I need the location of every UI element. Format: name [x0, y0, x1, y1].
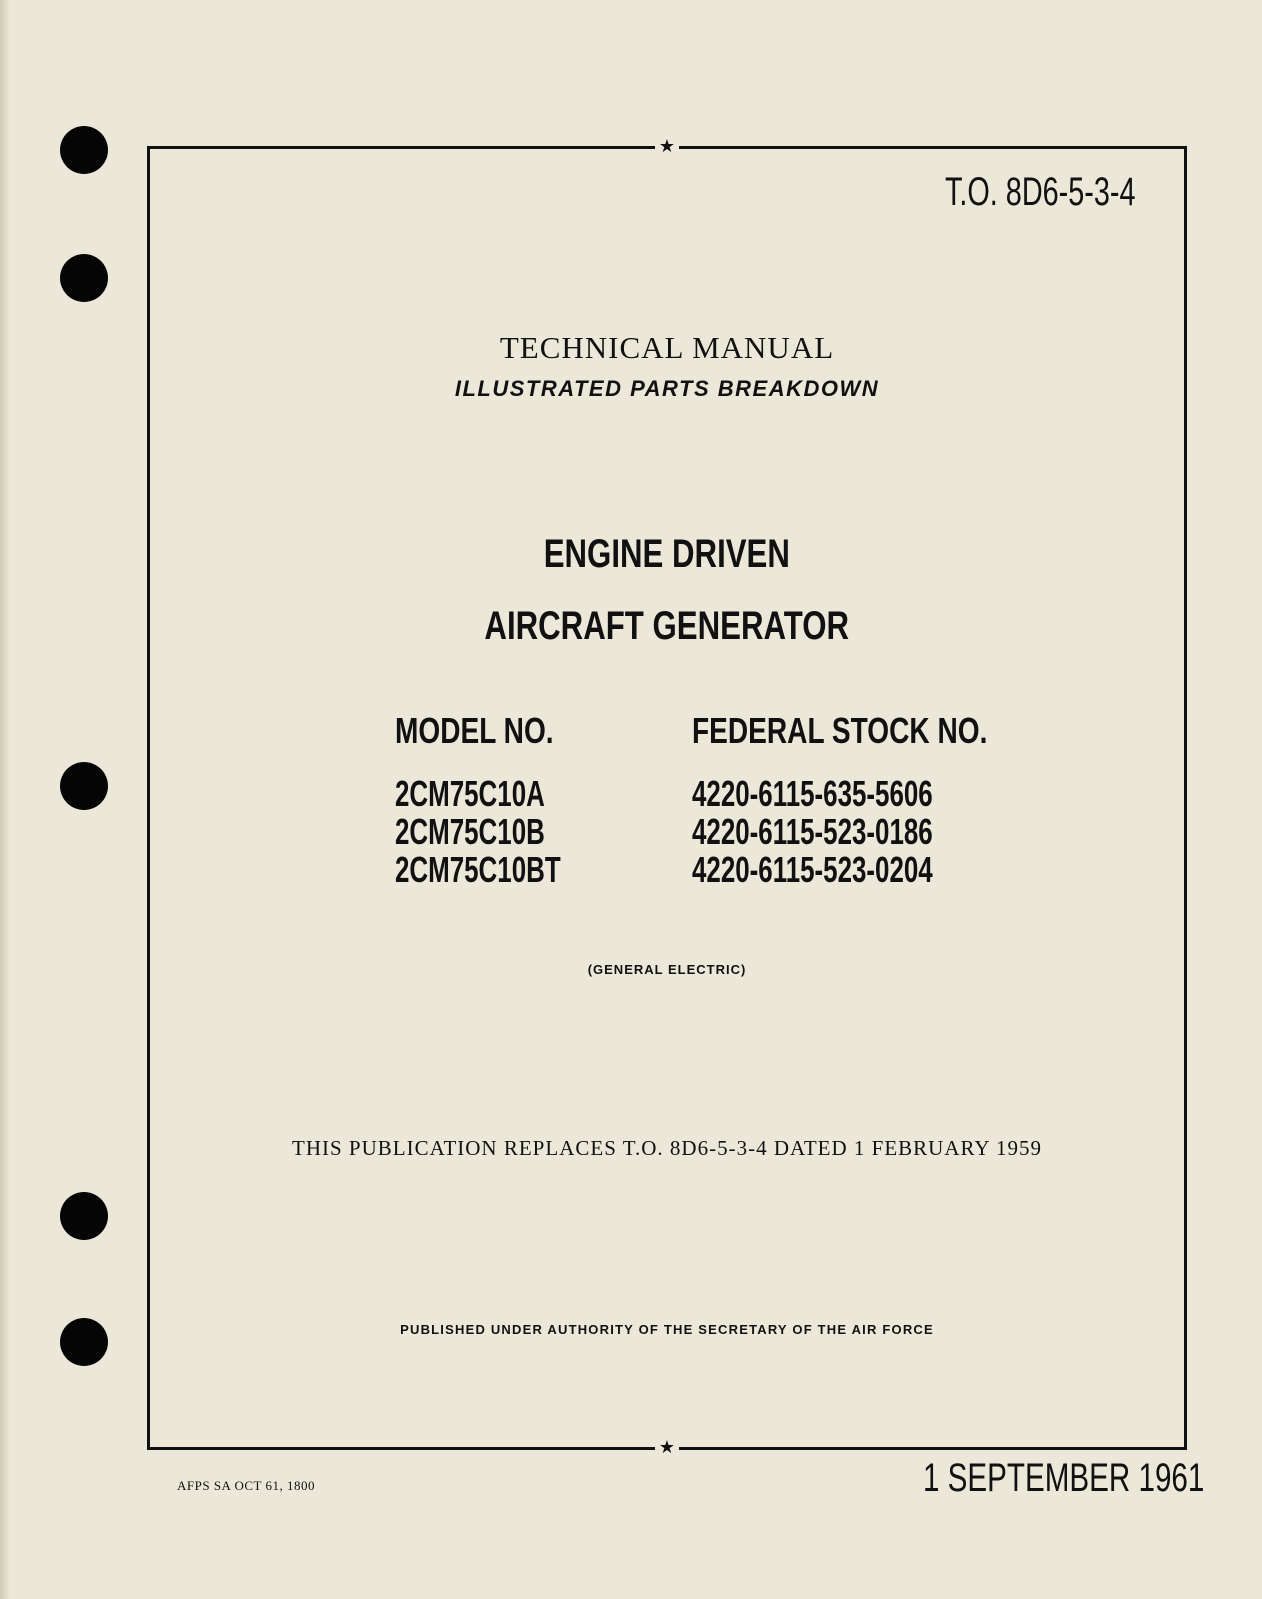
manual-heading: TECHNICAL MANUAL — [499, 330, 835, 365]
binder-hole — [60, 126, 108, 174]
title-line1: ENGINE DRIVEN — [543, 532, 791, 576]
stock-number: 4220-6115-523-0186 — [692, 811, 933, 852]
model-number: 2CM75C10A — [395, 773, 545, 814]
stock-number: 4220-6115-635-5606 — [692, 773, 933, 814]
to-number: T.O. 8D6-5-3-4 — [945, 170, 1136, 214]
star-icon: ★ — [655, 1437, 679, 1459]
binder-hole — [60, 1192, 108, 1240]
model-header: MODEL NO. — [395, 710, 554, 751]
publication-date: 1 SEPTEMBER 1961 — [923, 1456, 1205, 1500]
replaces-notice: THIS PUBLICATION REPLACES T.O. 8D6-5-3-4 DATED 1 FEBRUARY 1959 — [292, 1136, 1042, 1160]
page-edge — [0, 0, 10, 1599]
print-code: AFPS SA OCT 61, 1800 — [177, 1478, 315, 1493]
binder-hole — [60, 254, 108, 302]
stock-number: 4220-6115-523-0204 — [692, 849, 933, 890]
manual-subheading: ILLUSTRATED PARTS BREAKDOWN — [454, 376, 880, 401]
title-line2: AIRCRAFT GENERATOR — [484, 604, 850, 648]
model-number: 2CM75C10B — [395, 811, 545, 852]
stock-header: FEDERAL STOCK NO. — [692, 710, 988, 751]
manufacturer: (GENERAL ELECTRIC) — [587, 962, 747, 977]
model-number: 2CM75C10BT — [395, 849, 561, 890]
star-icon: ★ — [655, 136, 679, 158]
binder-hole — [60, 762, 108, 810]
authority-notice: PUBLISHED UNDER AUTHORITY OF THE SECRETARY OF THE AIR FORCE — [400, 1322, 934, 1337]
